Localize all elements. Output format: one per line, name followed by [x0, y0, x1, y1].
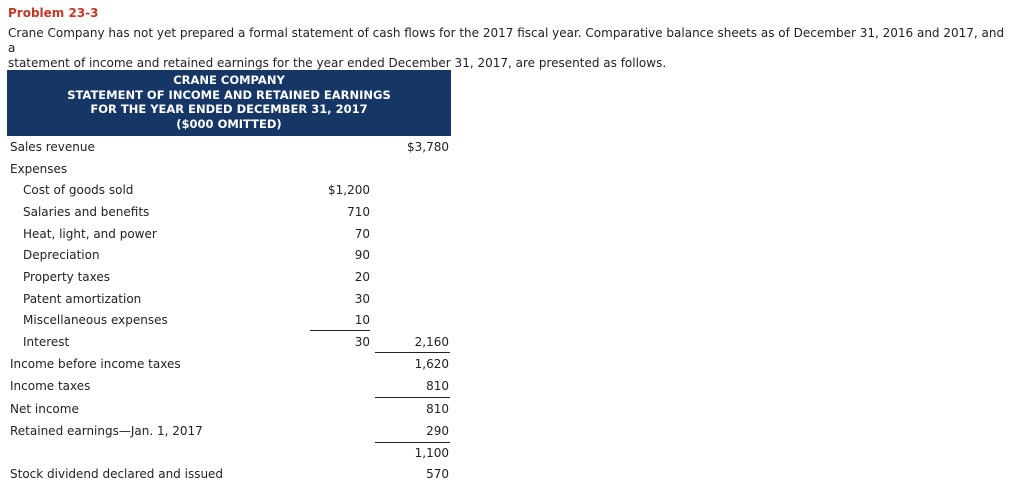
row-label: Income before income taxes [10, 357, 181, 371]
row-label: Salaries and benefits [23, 205, 150, 219]
row-label: Retained earnings—Jan. 1, 2017 [10, 424, 203, 438]
row-salaries-and-benefits [0, 202, 460, 222]
problem-intro [8, 26, 1013, 71]
row-col1: $1,200 [328, 183, 370, 197]
row-stock-dividend [0, 464, 460, 484]
row-depreciation [0, 245, 460, 265]
row-miscellaneous-expenses [0, 310, 460, 330]
row-income-taxes [0, 376, 460, 396]
row-property-taxes [0, 267, 460, 287]
row-label: Property taxes [23, 270, 111, 284]
row-label: Expenses [10, 162, 68, 176]
row-label: Sales revenue [10, 140, 95, 154]
statement-header [7, 70, 451, 136]
row-expenses [0, 159, 460, 179]
row-label: Cost of goods sold [23, 183, 134, 197]
row-col2: $3,780 [407, 140, 449, 154]
row-col2: 810 [426, 379, 449, 393]
row-label: Patent amortization [23, 292, 142, 306]
statement-units: ($000 OMITTED) [176, 116, 282, 131]
row-label: Miscellaneous expenses [23, 313, 168, 327]
row-label: Heat, light, and power [23, 227, 157, 241]
row-col1: 90 [354, 248, 370, 262]
row-col1: 30 [354, 292, 370, 306]
row-label: Interest [23, 335, 70, 349]
row-col2: 1,100 [414, 446, 449, 460]
row-col1: 10 [354, 313, 370, 327]
intro-line-2: statement of income and retained earnings for the year ended December 31, 2017, are presented as follows. [8, 56, 667, 70]
row-patent-amortization [0, 289, 460, 309]
rule-net-income [375, 397, 450, 398]
row-interest [0, 332, 460, 352]
statement-period: FOR THE YEAR ENDED DECEMBER 31, 2017 [90, 102, 368, 116]
row-sales-revenue [0, 137, 460, 157]
row-col2: 570 [426, 467, 449, 481]
company-name: CRANE COMPANY [173, 73, 285, 87]
statement-title: STATEMENT OF INCOME AND RETAINED EARNINGS [67, 87, 391, 102]
row-net-income [0, 399, 460, 419]
intro-line-1: Crane Company has not yet prepared a formal statement of cash flows for the 2017 fiscal year. Comparative balance sheets as of December 31, 2016 and 2017, and a [8, 26, 1005, 55]
row-retained-subtotal [0, 443, 460, 463]
row-retained-earnings-jan1 [0, 421, 460, 441]
problem-title: Problem 23-3 [8, 6, 99, 20]
row-heat-light-power [0, 224, 460, 244]
row-col1: 20 [354, 270, 370, 284]
row-col1: 710 [347, 205, 370, 219]
row-income-before-income-taxes [0, 354, 460, 374]
rule-expenses-subtotal [310, 330, 370, 331]
row-col1: 30 [354, 335, 370, 349]
row-col2: 810 [426, 402, 449, 416]
row-col1: 70 [354, 227, 370, 241]
row-label: Stock dividend declared and issued [10, 467, 224, 481]
row-col2: 2,160 [414, 335, 449, 349]
row-cost-of-goods-sold [0, 180, 460, 200]
row-col2: 290 [426, 424, 449, 438]
row-label: Net income [10, 402, 79, 416]
row-label: Depreciation [23, 248, 100, 262]
row-col2: 1,620 [414, 357, 449, 371]
rule-income-before-taxes [375, 352, 450, 353]
row-label: Income taxes [10, 379, 91, 393]
